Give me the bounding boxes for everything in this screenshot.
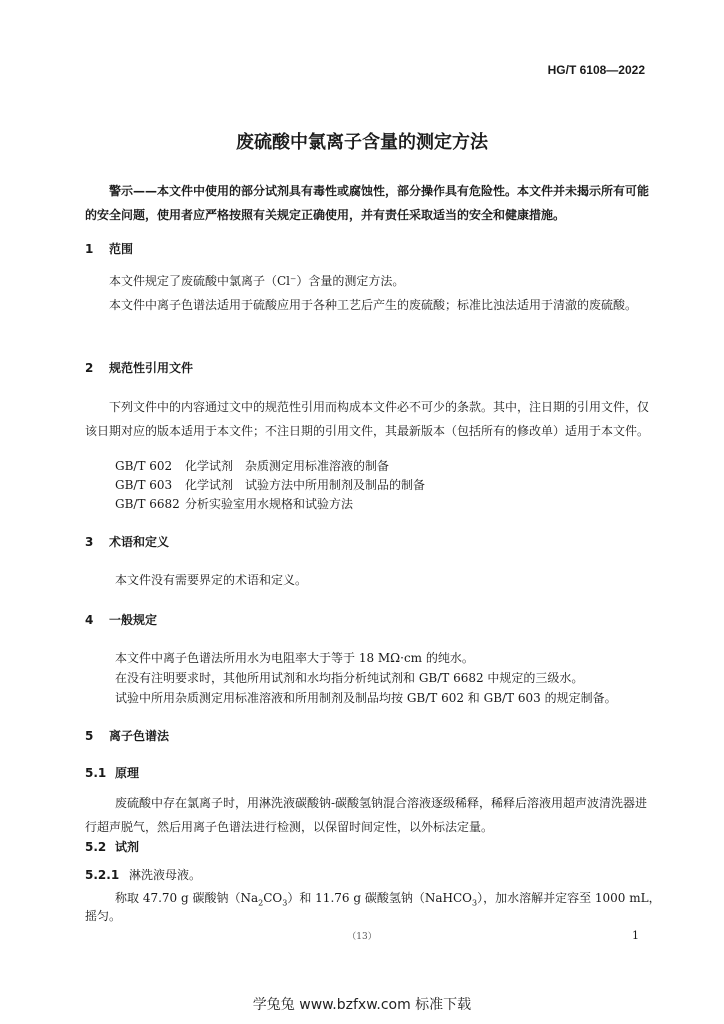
normative-reference [115,457,389,474]
section-title: 范围 [109,242,134,256]
section-2-paragraph-1: 下列文件中的内容通过文中的规范性引用而构成本文件必不可少的条款。其中，注日期的引用文件，仅该日期对应的版本适用于本文件；不注日期的引用文件，其最新版本（包括所有的修改单）适用于本文件。 [85,400,650,438]
section-title: 规范性引用文件 [109,361,194,375]
section-title: 术语和定义 [109,535,170,549]
section-1-paragraph-2: 本文件中离子色谱法适用于硫酸应用于各种工艺后产生的废硫酸；标准比浊法适用于清澈的废硫酸。 [109,298,638,312]
section-3-paragraph-1: 本文件没有需要界定的术语和定义。 [115,573,308,587]
section-1-heading [85,240,133,257]
section-5-1-heading [85,764,139,781]
section-title: 离子色谱法 [109,729,170,743]
section-5-1-paragraph-1: 废硫酸中存在氯离子时，用淋洗液碳酸钠-碳酸氢钠混合溶液逐级稀释，稀释后溶液用超声波清洗器进行超声脱气，然后用离子色谱法进行检测，以保留时间定性，以外标法定量。 [85,796,648,834]
text-run: ），加水溶解并定容至 1000 mL， [477,891,661,905]
subscript: 3 [282,898,288,908]
section-4-paragraph-2: 在没有注明要求时，其他所用试剂和水均指分析纯试剂和 GB/T 6682 中规定的三级水。 [115,671,584,685]
section-4-paragraph-3: 试验中所用杂质测定用标准溶液和所用制剂及制品均按 GB/T 602 和 GB/T 603 的规定制备。 [115,691,617,705]
section-5-2-1-paragraph-2: 摇匀。 [85,909,122,923]
normative-reference [115,476,425,493]
section-number: 5.2 [85,840,107,854]
reference-title: 试验方法中所用制剂及制品的制备 [245,478,426,492]
normative-reference [115,495,353,512]
section-number: 2 [85,361,94,375]
source-watermark: 学兔兔 www.bzfxw.com 标准下载 [252,997,472,1013]
section-4-paragraph-1: 本文件中离子色谱法所用水为电阻率大于等于 18 MΩ·cm 的纯水。 [115,651,474,665]
page-marker: （13） [347,932,377,942]
page-number: 1 [632,929,639,942]
reference-title: 分析实验室用水规格和试验方法 [185,497,354,511]
reference-code: GB/T 602 [115,459,173,473]
text-run: 称取 47.70 g 碳酸钠（Na [115,891,259,905]
reference-code: GB/T 603 [115,478,173,492]
section-5-2-heading [85,838,139,855]
text-run: ）和 11.76 g 碳酸氢钠（NaHCO [287,891,472,905]
reference-title: 杂质测定用标准溶液的制备 [245,459,390,473]
section-number: 5.1 [85,766,107,780]
section-title: 试剂 [115,840,140,854]
standard-number: HG/T 6108—2022 [547,63,645,77]
section-title: 淋洗液母液。 [129,868,202,882]
section-1-paragraph-1: 本文件规定了废硫酸中氯离子（Cl⁻）含量的测定方法。 [109,274,405,288]
section-number: 5 [85,729,94,743]
subscript: 3 [471,898,478,908]
section-4-heading [85,611,157,628]
section-5-2-1-heading [85,866,201,883]
reference-code: GB/T 6682 [115,497,180,511]
section-number: 3 [85,535,94,549]
section-title: 原理 [115,766,140,780]
text-run: CO [263,891,283,905]
safety-warning: 警示——本文件中使用的部分试剂具有毒性或腐蚀性，部分操作具有危险性。本文件并未揭示所有可能的安全问题，使用者应严格按照有关规定正确使用，并有责任采取适当的安全和健康措施。 [85,184,650,222]
section-number: 1 [85,242,94,256]
document-title: 废硫酸中氯离子含量的测定方法 [236,132,488,153]
section-title: 一般规定 [109,613,158,627]
reference-category: 化学试剂 [185,478,234,492]
section-number: 4 [85,613,94,627]
section-5-heading [85,727,169,744]
section-2-heading [85,359,193,376]
subscript: 2 [258,898,264,908]
reference-category: 化学试剂 [185,459,234,473]
section-3-heading [85,533,169,550]
section-number: 5.2.1 [85,868,120,882]
